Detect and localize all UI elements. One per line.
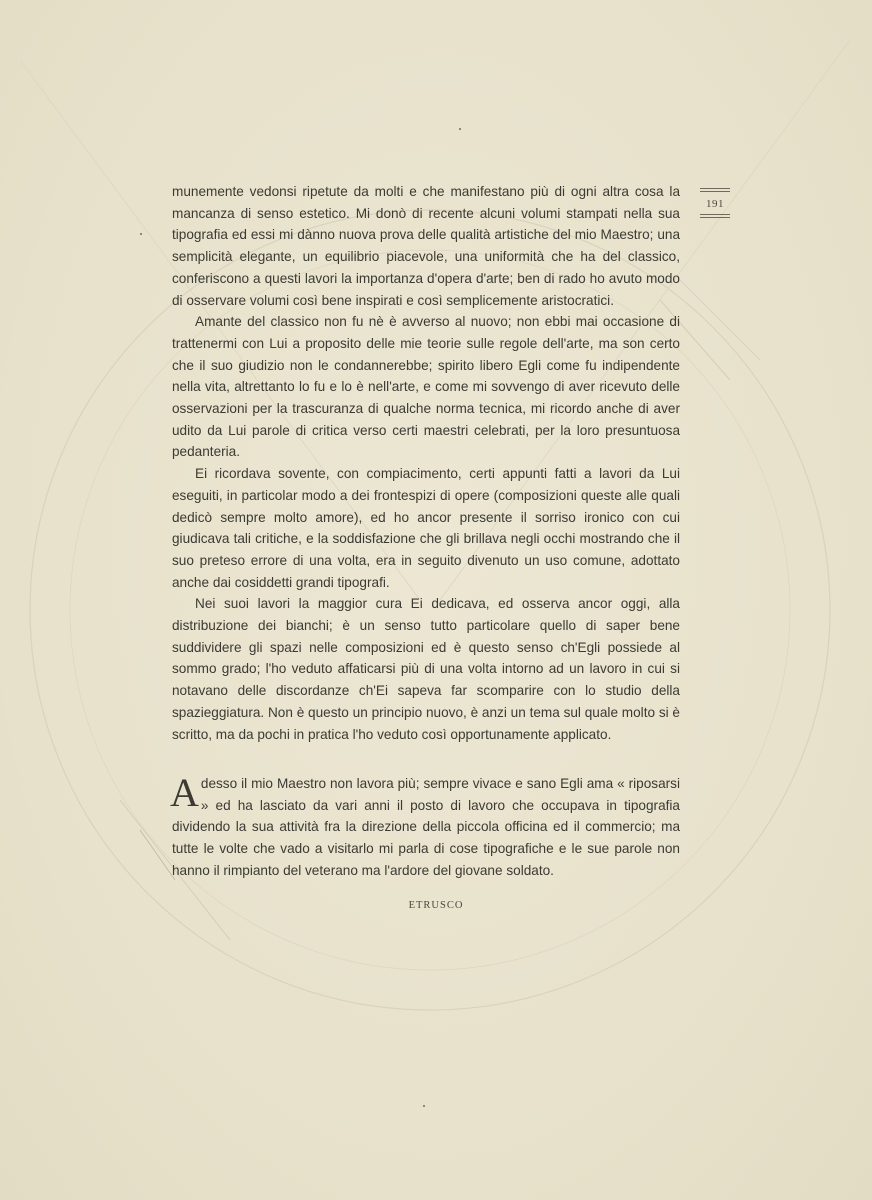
closing-paragraph	[170, 770, 680, 882]
page-number: 191	[706, 198, 724, 210]
speck	[423, 1105, 425, 1107]
paragraph: Amante del classico non fu nè è avverso al nuovo; non ebbi mai occasione di trattenermi con Lui a proposito delle mie teorie sulle regole dell'arte, ma son certo che il suo giudizio non le condannerebbe; spirito libero Egli come fu indipendente nella vita, altrettanto lo fu e lo è nell'arte, e come mi sovvengo di aver ricevuto delle osservazioni per la trascuranza di qualche norma tecnica, mi ricordo anche di aver udito da Lui parole di critica verso certi maestri celebrati, per la loro presuntuosa pedanteria.	[172, 314, 680, 460]
folio-rule	[700, 214, 730, 215]
page-number-block	[700, 186, 730, 220]
paragraph: Ei ricordava sovente, con compiacimento, certi appunti fatti a lavori da Lui eseguiti, in particolar modo a dei frontespizi di opere (composizioni queste alle quali dedicò sempre molto amore), ed ho ancor presente il sorriso ironico con cui giudicava tali critiche, e la soddisfazione che gli brillava negli occhi mostrando che il suo preteso errore di una volta, era in seguito divenuto un uso comune, adottato anche dai cosiddetti grandi tipografi.	[172, 466, 680, 590]
folio-rule	[700, 188, 730, 189]
body-text	[172, 181, 680, 745]
paragraph: Nei suoi lavori la maggior cura Ei dedicava, ed osserva ancor oggi, alla distribuzione dei bianchi; è un senso tutto particolare quello di saper bene suddividere gli spazi nelle composizioni ed è questo senso ch'Egli possiede al sommo grado; l'ho veduto affaticarsi più di una volta intorno ad un lavoro in cui si notavano delle discordanze ch'Ei sapeva far scomparire con lo studio della spazieggiatura. Non è questo un principio nuovo, è anzi un tema sul quale molto si è scritto, ma da pochi in pratica l'ho veduto così opportunamente applicato.	[172, 596, 680, 742]
folio-rule	[700, 191, 730, 192]
speck	[140, 233, 142, 235]
folio-rule	[700, 217, 730, 218]
closing-text: desso il mio Maestro non lavora più; sempre vivace e sano Egli ama « riposarsi » ed ha lasciato da vari anni il posto di lavoro che occupava in tipografia dividendo la sua attività fra la direzione della piccola officina ed il commercio; ma tutte le volte che vado a visitarlo mi parla di cose tipografiche e le sue parole non hanno il rimpianto del veterano ma l'ardore del giovane soldato.	[172, 776, 680, 878]
drop-cap: A	[170, 770, 199, 815]
speck	[459, 128, 461, 130]
author-signature: ETRUSCO	[408, 900, 464, 911]
paragraph: munemente vedonsi ripetute da molti e che manifestano più di ogni altra cosa la mancanza di senso estetico. Mi donò di recente alcuni volumi stampati nella sua tipografia ed essi mi dànno nuova prova delle qualità artistiche del mio Maestro; una semplicità elegante, un equilibrio piacevole, una uniformità che ha del classico, conferiscono a questi lavori la importanza d'opera d'arte; ben di rado ho avuto modo di osservare volumi così bene inspirati e così semplicemente aristocratici.	[172, 184, 680, 308]
